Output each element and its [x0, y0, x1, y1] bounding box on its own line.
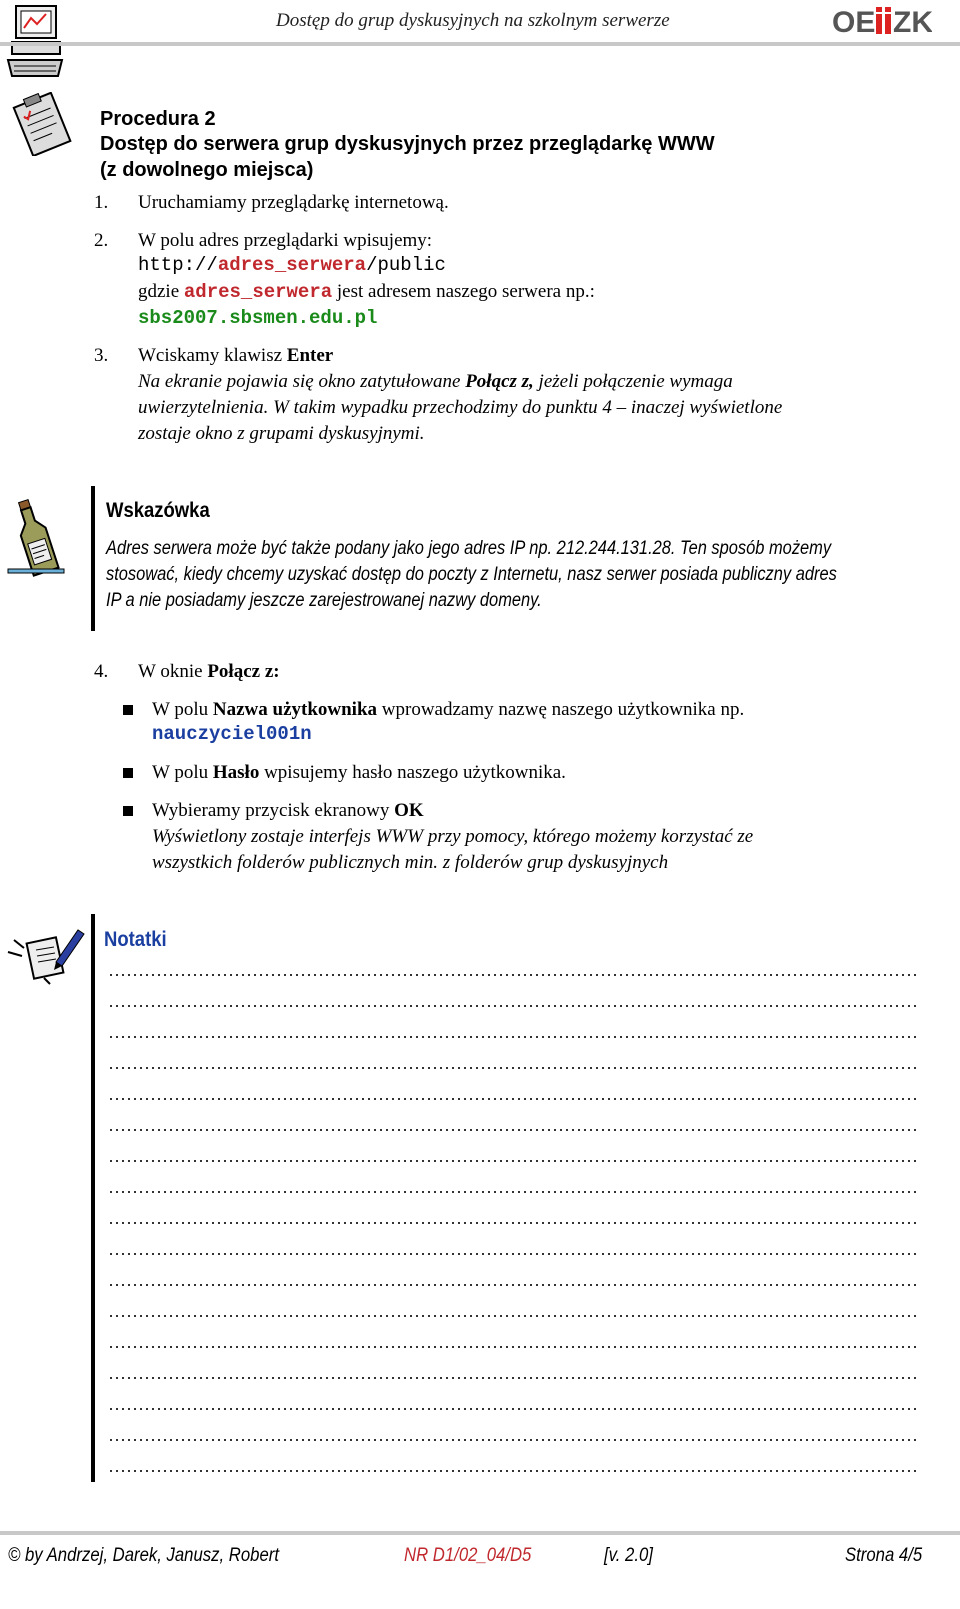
svg-text:ZK: ZK — [893, 6, 932, 38]
notes-line[interactable] — [108, 1005, 918, 1007]
step-4-text-a: W oknie — [138, 661, 208, 682]
step-2-number: 2. — [94, 230, 109, 251]
bullet-1-text — [152, 699, 744, 721]
bullet-2-text — [152, 762, 566, 784]
notes-title: Notatki — [104, 928, 167, 951]
notes-border — [91, 914, 95, 1482]
bullet-3-note-line-2: wszystkich folderów publicznych min. z folderów grup dyskusyjnych — [152, 852, 669, 873]
notes-line[interactable] — [108, 1346, 918, 1348]
footer-authors: © by Andrzej, Darek, Janusz, Robert — [8, 1545, 279, 1566]
notes-line[interactable] — [108, 1408, 918, 1410]
footer-rule — [0, 1531, 960, 1535]
step-4-text — [138, 661, 280, 683]
header-title: Dostęp do grup dyskusyjnych na szkolnym serwerze — [276, 10, 670, 31]
bullet-1 — [123, 705, 133, 715]
bullet-3-text — [152, 800, 424, 822]
footer-document-code: NR D1/02_04/D5 — [404, 1545, 532, 1566]
b1-a: W polu — [152, 699, 213, 720]
step-3-number: 3. — [94, 345, 109, 366]
where-rest: jest adresem naszego serwera np.: — [332, 281, 595, 302]
footer-version: [v. 2.0] — [604, 1545, 653, 1566]
notes-line[interactable] — [108, 1377, 918, 1379]
bullet-2 — [123, 768, 133, 778]
notes-line[interactable] — [108, 974, 918, 976]
tip-border — [91, 486, 95, 631]
tip-line-3: IP a nie posiadamy jeszcze zarejestrowanej nazwy domeny. — [106, 590, 542, 611]
bullet-1-username-example: nauczyciel001n — [152, 723, 312, 745]
step-3-note-line-3: zostaje okno z grupami dyskusyjnymi. — [138, 423, 425, 444]
step-2-url — [138, 254, 446, 276]
notes-line[interactable] — [108, 1160, 918, 1162]
bottle-icon — [6, 497, 66, 583]
tip-line-1: Adres serwera może być także podany jako jego adres IP np. 212.244.131.28. Ten sposób możemy — [106, 538, 832, 559]
svg-text:OE: OE — [832, 6, 876, 38]
step-3-text-a: Wciskamy klawisz — [138, 345, 287, 366]
b3-b: OK — [394, 800, 424, 821]
b1-b: Nazwa użytkownika — [212, 699, 378, 720]
bullet-3-note-line-1: Wyświetlony zostaje interfejs WWW przy pomocy, którego możemy korzystać ze — [152, 826, 754, 847]
notes-line[interactable] — [108, 1036, 918, 1038]
step-1-text: Uruchamiamy przeglądarkę internetową. — [138, 192, 449, 213]
clipboard-icon — [8, 92, 78, 156]
footer-page-number: Strona 4/5 — [845, 1545, 923, 1566]
notes-line[interactable] — [108, 1129, 918, 1131]
oeiizk-logo — [832, 4, 932, 38]
url-prefix: http:// — [138, 254, 218, 276]
step-2-example: sbs2007.sbsmen.edu.pl — [138, 307, 378, 329]
b3-a: Wybieramy przycisk ekranowy — [152, 800, 395, 821]
notes-line[interactable] — [108, 1222, 918, 1224]
bullet-3 — [123, 806, 133, 816]
url-suffix: /public — [366, 254, 446, 276]
notes-line[interactable] — [108, 1315, 918, 1317]
note-1c: jeżeli połączenie wymaga — [533, 371, 733, 392]
step-4-number: 4. — [94, 661, 109, 682]
tip-title: Wskazówka — [106, 499, 210, 522]
notes-line[interactable] — [108, 1067, 918, 1069]
step-2-where — [138, 281, 595, 303]
note-1b: Połącz z, — [465, 371, 534, 392]
step-3-note-line-1 — [138, 371, 733, 393]
computer-icon — [4, 2, 66, 80]
url-server-placeholder: adres_serwera — [217, 254, 367, 276]
b1-c: wprowadzamy nazwę naszego użytkownika np. — [377, 699, 745, 720]
b2-a: W polu — [152, 762, 213, 783]
step-3-note-line-2: uwierzytelnienia. W takim wypadku przechodzimy do punktu 4 – inaczej wyświetlone — [138, 397, 783, 418]
notes-line[interactable] — [108, 1098, 918, 1100]
pen-note-icon — [6, 922, 86, 986]
procedure-subtitle: (z dowolnego miejsca) — [100, 159, 314, 181]
notes-line[interactable] — [108, 1191, 918, 1193]
notes-line[interactable] — [108, 1439, 918, 1441]
b2-c: wpisujemy hasło naszego użytkownika. — [259, 762, 566, 783]
step-4-window-name: Połącz z: — [207, 661, 280, 682]
note-1a: Na ekranie pojawia się okno zatytułowane — [138, 371, 466, 392]
where-code: adres_serwera — [183, 281, 333, 303]
step-1-number: 1. — [94, 192, 109, 213]
notes-line[interactable] — [108, 1253, 918, 1255]
b2-b: Hasło — [212, 762, 260, 783]
enter-key-label: Enter — [286, 345, 334, 366]
step-3-text — [138, 345, 333, 367]
procedure-number: Procedura 2 — [100, 108, 216, 130]
header-rule — [0, 42, 960, 46]
step-2-text: W polu adres przeglądarki wpisujemy: — [138, 230, 433, 251]
notes-line[interactable] — [108, 1284, 918, 1286]
procedure-title: Dostęp do serwera grup dyskusyjnych przez przeglądarkę WWW — [100, 133, 715, 155]
where-label: gdzie — [138, 281, 184, 302]
tip-line-2: stosować, kiedy chcemy uzyskać dostęp do poczty z Internetu, nasz serwer posiada publiczny adres — [106, 564, 837, 585]
notes-line[interactable] — [108, 1470, 918, 1472]
